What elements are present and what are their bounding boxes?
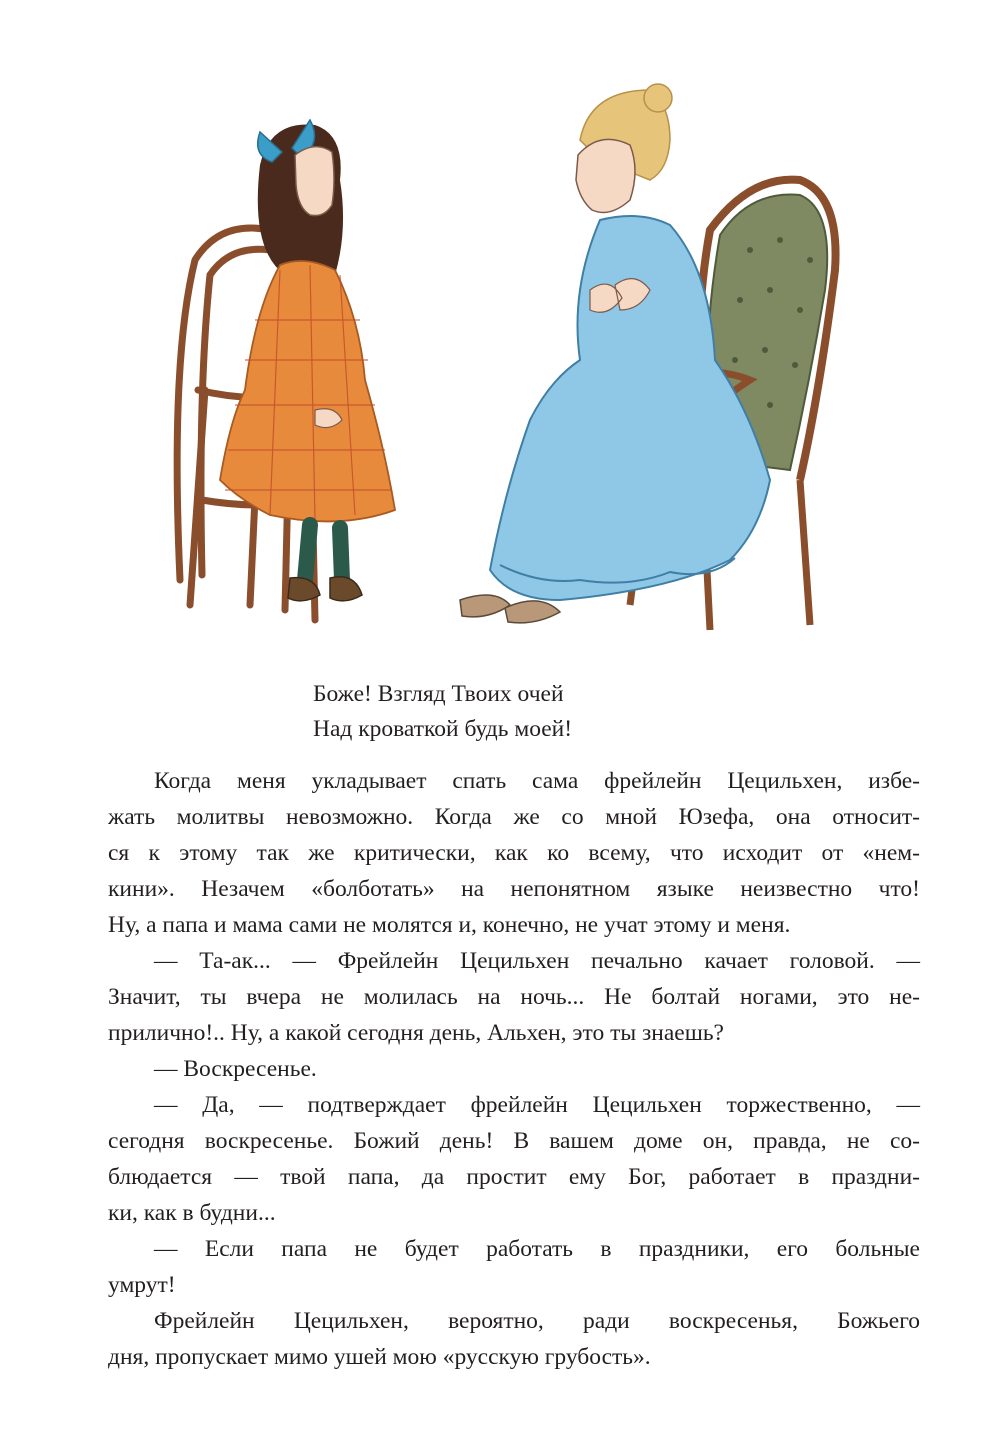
girl-face <box>295 147 334 216</box>
paragraph <box>108 943 920 1051</box>
illustration <box>110 60 870 650</box>
text-line: Ну, а папа и мама сами не молятся и, конечно, не учат этому и меня. <box>108 912 791 938</box>
girl-dress <box>220 261 395 521</box>
girl-shoes <box>288 577 362 601</box>
poem <box>313 677 572 747</box>
paragraph <box>108 1303 920 1375</box>
text-line: — Та-ак... — Фрейлейн Цецильхен печально качает головой. — <box>154 948 920 974</box>
text-line: — Если папа не будет работать в праздники, его больные <box>154 1236 920 1262</box>
text-line: — Да, — подтверждает фрейлейн Цецильхен торжественно, — <box>154 1092 920 1118</box>
paragraph <box>108 1087 920 1231</box>
paragraph <box>108 1051 920 1087</box>
text-line: Когда меня укладывает спать сама фрейлейн Цецильхен, избе- <box>154 768 920 794</box>
text-line: умрут! <box>108 1272 176 1298</box>
prose <box>108 763 920 1375</box>
text-line: сегодня воскресенье. Божий день! В вашем доме он, правда, не со- <box>108 1128 920 1154</box>
text-line: блюдается — твой папа, да простит ему Бог, работает в праздни- <box>108 1164 920 1190</box>
text-line: ки, как в будни... <box>108 1200 276 1226</box>
text-line: жать молитвы невозможно. Когда же со мной Юзефа, она относит- <box>108 804 920 830</box>
girl-figure <box>220 120 395 601</box>
woman-face <box>576 139 635 212</box>
text-line: дня, пропускает мимо ушей мою «русскую грубость». <box>108 1344 651 1370</box>
paragraph <box>108 763 920 943</box>
text-line: — Воскресенье. <box>154 1056 317 1082</box>
text-line: Фрейлейн Цецильхен, вероятно, ради воскресенья, Божьего <box>154 1308 920 1334</box>
poem-line: Над кроваткой будь моей! <box>313 716 573 742</box>
paragraph <box>108 1231 920 1303</box>
girl-legs <box>305 525 342 580</box>
text-line: ся к этому так же критически, как ко всему, что исходит от «нем- <box>108 840 920 866</box>
text-line: Значит, ты вчера не молилась на ночь... Не болтай ногами, это не- <box>108 984 920 1010</box>
text-line: прилично!.. Ну, а какой сегодня день, Альхен, это ты знаешь? <box>108 1020 724 1046</box>
text-line: кини». Незачем «болботать» на непонятном языке неизвестно что! <box>108 876 920 902</box>
poem-line: Боже! Взгляд Твоих очей <box>313 681 564 707</box>
